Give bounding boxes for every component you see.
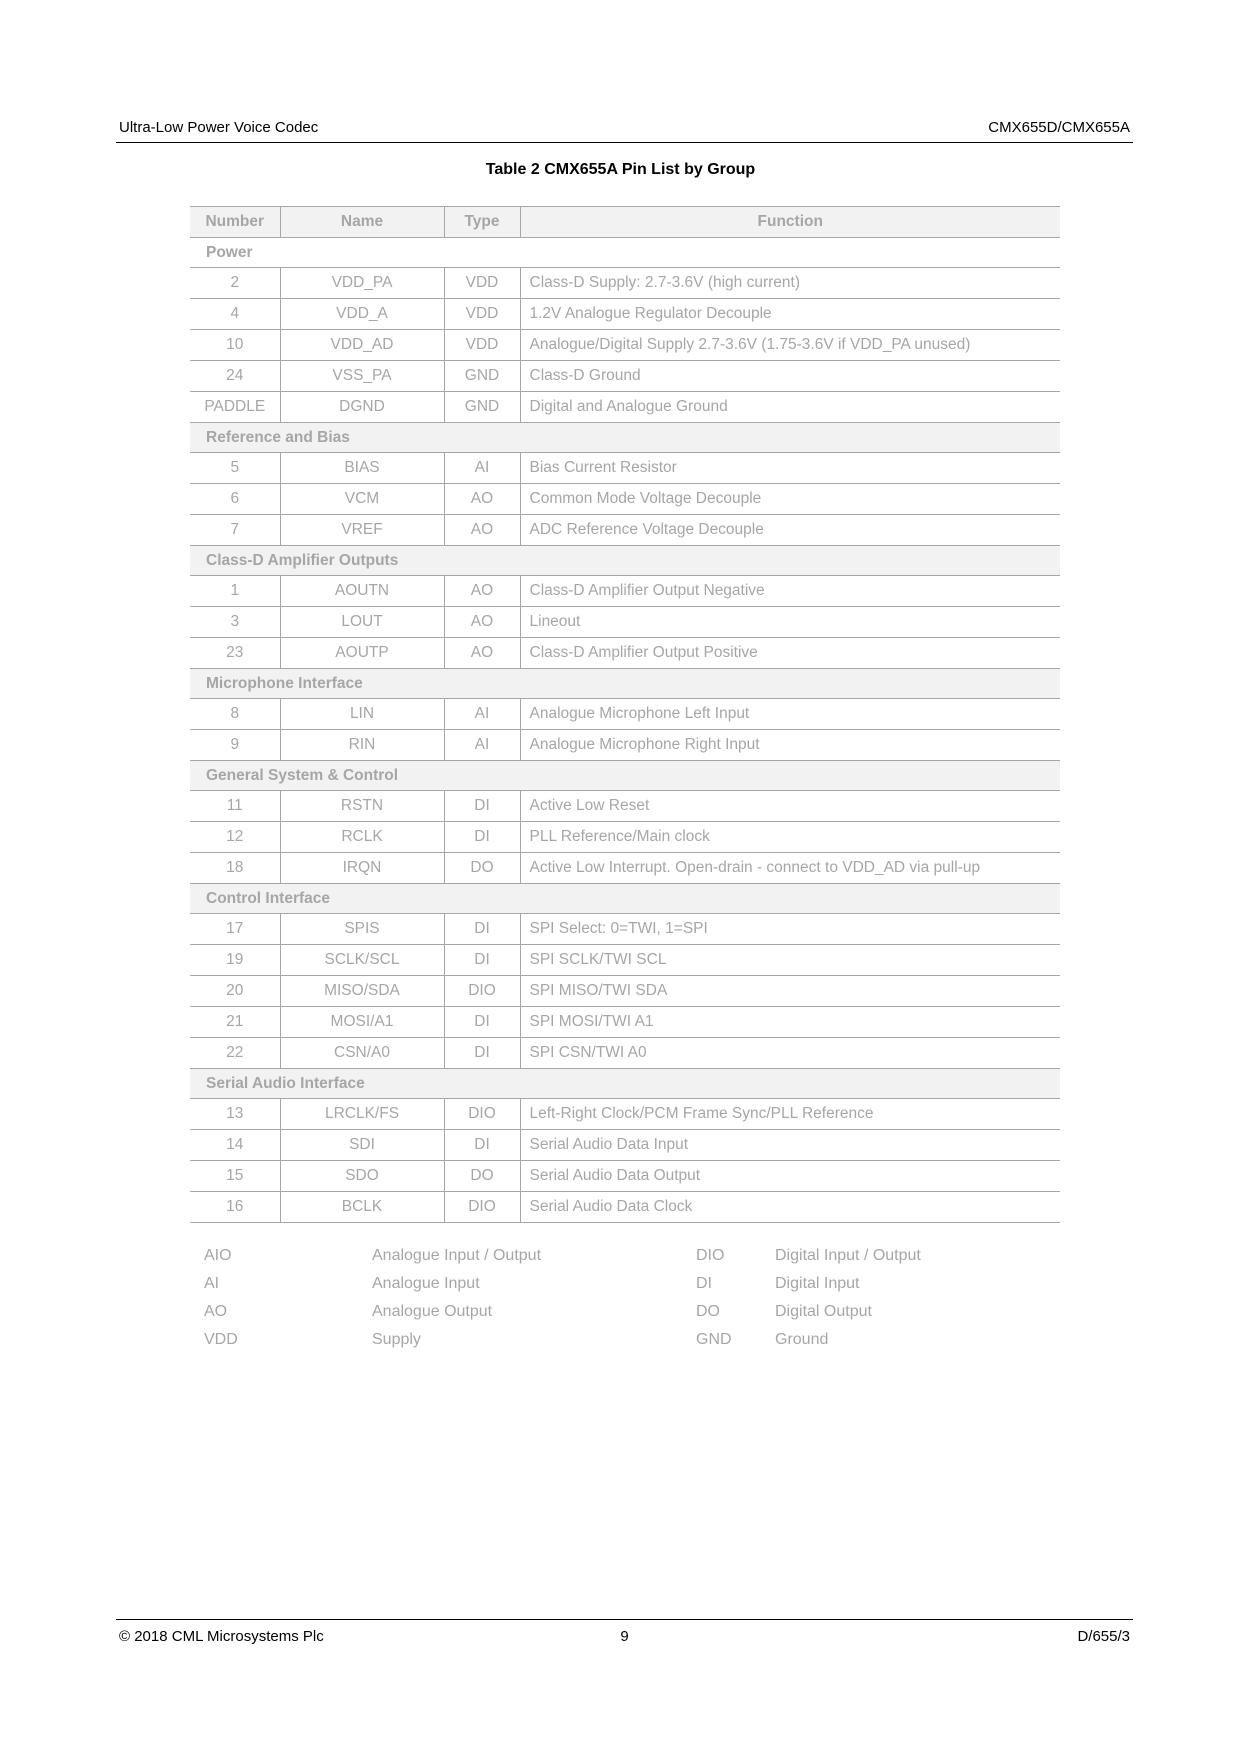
table-row <box>190 914 1060 945</box>
pin-name-cell: CSN/A0 <box>280 1038 444 1069</box>
table-row <box>190 730 1060 761</box>
pin-type-cell: GND <box>444 392 520 423</box>
group-row <box>190 546 1060 576</box>
legend-code: DIO <box>696 1247 725 1264</box>
header-part-number: CMX655D/CMX655A <box>988 119 1130 136</box>
pin-function-cell: Lineout <box>520 607 1060 638</box>
table-row <box>190 268 1060 299</box>
pin-name-cell: VDD_PA <box>280 268 444 299</box>
pin-number-cell: 14 <box>190 1130 280 1161</box>
table-row <box>190 1130 1060 1161</box>
pin-name-cell: DGND <box>280 392 444 423</box>
table-row <box>190 607 1060 638</box>
table-row <box>190 1038 1060 1069</box>
group-row <box>190 238 1060 268</box>
pin-number-cell: 18 <box>190 853 280 884</box>
pin-name-cell: BIAS <box>280 453 444 484</box>
pin-function-cell: Class-D Supply: 2.7-3.6V (high current) <box>520 268 1060 299</box>
header-rule <box>116 142 1133 143</box>
pin-function-cell: ADC Reference Voltage Decouple <box>520 515 1060 546</box>
pin-function-cell: Class-D Amplifier Output Negative <box>520 576 1060 607</box>
footer-doc-number: D/655/3 <box>1077 1628 1130 1645</box>
pin-name-cell: SDI <box>280 1130 444 1161</box>
pin-function-cell: Serial Audio Data Clock <box>520 1192 1060 1223</box>
pin-function-cell: PLL Reference/Main clock <box>520 822 1060 853</box>
pin-name-cell: MISO/SDA <box>280 976 444 1007</box>
pin-type-cell: DO <box>444 853 520 884</box>
pin-name-cell: VSS_PA <box>280 361 444 392</box>
pin-name-cell: VCM <box>280 484 444 515</box>
group-label: Control Interface <box>190 884 1060 914</box>
pin-type-cell: GND <box>444 361 520 392</box>
pin-number-cell: 2 <box>190 268 280 299</box>
pin-number-cell: 7 <box>190 515 280 546</box>
legend-code: GND <box>696 1331 732 1348</box>
column-header-type: Type <box>444 207 520 238</box>
column-header-function: Function <box>520 207 1060 238</box>
pin-name-cell: RSTN <box>280 791 444 822</box>
pin-type-cell: AI <box>444 453 520 484</box>
pin-name-cell: LOUT <box>280 607 444 638</box>
legend-code: DO <box>696 1303 720 1320</box>
type-legend <box>204 1247 1004 1359</box>
legend-row <box>204 1303 1004 1331</box>
table-row <box>190 515 1060 546</box>
pin-number-cell: 16 <box>190 1192 280 1223</box>
pin-function-cell: SPI Select: 0=TWI, 1=SPI <box>520 914 1060 945</box>
legend-description: Ground <box>775 1331 829 1348</box>
table-row <box>190 791 1060 822</box>
group-label: Serial Audio Interface <box>190 1069 1060 1099</box>
pin-number-cell: 20 <box>190 976 280 1007</box>
pin-name-cell: LRCLK/FS <box>280 1099 444 1130</box>
pin-type-cell: DIO <box>444 1192 520 1223</box>
table-title: Table 2 CMX655A Pin List by Group <box>485 161 756 178</box>
page-header <box>116 119 1133 141</box>
legend-description: Digital Input <box>775 1275 860 1292</box>
legend-row <box>204 1331 1004 1359</box>
legend-code: AO <box>204 1303 228 1320</box>
table-row <box>190 822 1060 853</box>
pin-function-cell: Serial Audio Data Input <box>520 1130 1060 1161</box>
pin-function-cell: Analogue Microphone Left Input <box>520 699 1060 730</box>
table-row <box>190 699 1060 730</box>
pin-function-cell: Bias Current Resistor <box>520 453 1060 484</box>
table-header-row <box>190 207 1060 238</box>
pin-number-cell: 19 <box>190 945 280 976</box>
pin-name-cell: AOUTP <box>280 638 444 669</box>
pin-name-cell: SCLK/SCL <box>280 945 444 976</box>
pin-function-cell: Analogue Microphone Right Input <box>520 730 1060 761</box>
table-row <box>190 453 1060 484</box>
pin-type-cell: DI <box>444 822 520 853</box>
page-number: 9 <box>620 1628 629 1645</box>
group-row <box>190 423 1060 453</box>
pin-type-cell: DI <box>444 1130 520 1161</box>
table-body <box>190 238 1060 1223</box>
pin-function-cell: 1.2V Analogue Regulator Decouple <box>520 299 1060 330</box>
footer-rule <box>116 1619 1133 1620</box>
group-label: General System & Control <box>190 761 1060 791</box>
pin-function-cell: Class-D Amplifier Output Positive <box>520 638 1060 669</box>
pin-function-cell: Left-Right Clock/PCM Frame Sync/PLL Reference <box>520 1099 1060 1130</box>
legend-code: VDD <box>204 1331 238 1348</box>
pin-type-cell: DO <box>444 1161 520 1192</box>
legend-description: Analogue Input <box>372 1275 480 1292</box>
group-label: Class-D Amplifier Outputs <box>190 546 1060 576</box>
pin-type-cell: DI <box>444 1038 520 1069</box>
pin-type-cell: AO <box>444 484 520 515</box>
footer-copyright: © 2018 CML Microsystems Plc <box>119 1628 324 1645</box>
table-row <box>190 299 1060 330</box>
pin-number-cell: 4 <box>190 299 280 330</box>
pin-name-cell: VREF <box>280 515 444 546</box>
legend-code: DI <box>696 1275 712 1292</box>
pin-number-cell: 24 <box>190 361 280 392</box>
table-row <box>190 1007 1060 1038</box>
pin-number-cell: 17 <box>190 914 280 945</box>
table-row <box>190 484 1060 515</box>
table-row <box>190 638 1060 669</box>
pin-number-cell: 23 <box>190 638 280 669</box>
pin-list-table <box>190 206 1060 1223</box>
pin-type-cell: DIO <box>444 1099 520 1130</box>
group-row <box>190 761 1060 791</box>
pin-function-cell: Analogue/Digital Supply 2.7-3.6V (1.75-3.6V if VDD_PA unused) <box>520 330 1060 361</box>
group-row <box>190 669 1060 699</box>
pin-number-cell: 11 <box>190 791 280 822</box>
pin-name-cell: IRQN <box>280 853 444 884</box>
table-row <box>190 1161 1060 1192</box>
table-row <box>190 1099 1060 1130</box>
pin-number-cell: 1 <box>190 576 280 607</box>
table-row <box>190 853 1060 884</box>
table-row <box>190 330 1060 361</box>
table-row <box>190 1192 1060 1223</box>
table-row <box>190 392 1060 423</box>
pin-name-cell: RIN <box>280 730 444 761</box>
pin-number-cell: PADDLE <box>190 392 280 423</box>
pin-function-cell: Common Mode Voltage Decouple <box>520 484 1060 515</box>
pin-type-cell: VDD <box>444 268 520 299</box>
legend-row <box>204 1275 1004 1303</box>
pin-name-cell: SDO <box>280 1161 444 1192</box>
pin-name-cell: SPIS <box>280 914 444 945</box>
group-label: Power <box>190 238 1060 268</box>
pin-name-cell: VDD_A <box>280 299 444 330</box>
pin-function-cell: SPI SCLK/TWI SCL <box>520 945 1060 976</box>
pin-name-cell: VDD_AD <box>280 330 444 361</box>
pin-type-cell: DI <box>444 914 520 945</box>
pin-function-cell: SPI CSN/TWI A0 <box>520 1038 1060 1069</box>
legend-description: Digital Input / Output <box>775 1247 921 1264</box>
pin-number-cell: 10 <box>190 330 280 361</box>
group-label: Microphone Interface <box>190 669 1060 699</box>
column-header-name: Name <box>280 207 444 238</box>
pin-number-cell: 6 <box>190 484 280 515</box>
legend-description: Analogue Output <box>372 1303 493 1320</box>
table-row <box>190 976 1060 1007</box>
pin-name-cell: AOUTN <box>280 576 444 607</box>
table-row <box>190 576 1060 607</box>
legend-description: Digital Output <box>775 1303 872 1320</box>
pin-type-cell: AO <box>444 607 520 638</box>
legend-row <box>204 1247 1004 1275</box>
header-doc-title: Ultra-Low Power Voice Codec <box>119 119 319 136</box>
pin-number-cell: 5 <box>190 453 280 484</box>
pin-type-cell: VDD <box>444 330 520 361</box>
pin-function-cell: Digital and Analogue Ground <box>520 392 1060 423</box>
group-row <box>190 1069 1060 1099</box>
pin-type-cell: AO <box>444 576 520 607</box>
pin-function-cell: SPI MOSI/TWI A1 <box>520 1007 1060 1038</box>
legend-code: AIO <box>204 1247 232 1264</box>
legend-code: AI <box>204 1275 220 1292</box>
legend-description: Analogue Input / Output <box>372 1247 542 1264</box>
pin-function-cell: Active Low Interrupt. Open-drain - connect to VDD_AD via pull-up <box>520 853 1060 884</box>
pin-function-cell: SPI MISO/TWI SDA <box>520 976 1060 1007</box>
pin-name-cell: RCLK <box>280 822 444 853</box>
pin-type-cell: AO <box>444 515 520 546</box>
pin-number-cell: 21 <box>190 1007 280 1038</box>
pin-type-cell: DI <box>444 1007 520 1038</box>
table-row <box>190 945 1060 976</box>
pin-function-cell: Serial Audio Data Output <box>520 1161 1060 1192</box>
pin-number-cell: 15 <box>190 1161 280 1192</box>
pin-number-cell: 3 <box>190 607 280 638</box>
pin-number-cell: 22 <box>190 1038 280 1069</box>
table-row <box>190 361 1060 392</box>
group-row <box>190 884 1060 914</box>
column-header-number: Number <box>190 207 280 238</box>
pin-type-cell: AI <box>444 699 520 730</box>
pin-type-cell: DI <box>444 945 520 976</box>
pin-type-cell: VDD <box>444 299 520 330</box>
pin-name-cell: LIN <box>280 699 444 730</box>
pin-name-cell: BCLK <box>280 1192 444 1223</box>
pin-function-cell: Class-D Ground <box>520 361 1060 392</box>
pin-type-cell: DI <box>444 791 520 822</box>
pin-number-cell: 8 <box>190 699 280 730</box>
pin-number-cell: 9 <box>190 730 280 761</box>
pin-type-cell: AI <box>444 730 520 761</box>
pin-number-cell: 12 <box>190 822 280 853</box>
pin-type-cell: DIO <box>444 976 520 1007</box>
pin-function-cell: Active Low Reset <box>520 791 1060 822</box>
legend-description: Supply <box>372 1331 421 1348</box>
pin-number-cell: 13 <box>190 1099 280 1130</box>
pin-name-cell: MOSI/A1 <box>280 1007 444 1038</box>
group-label: Reference and Bias <box>190 423 1060 453</box>
page-footer <box>116 1628 1133 1650</box>
pin-type-cell: AO <box>444 638 520 669</box>
